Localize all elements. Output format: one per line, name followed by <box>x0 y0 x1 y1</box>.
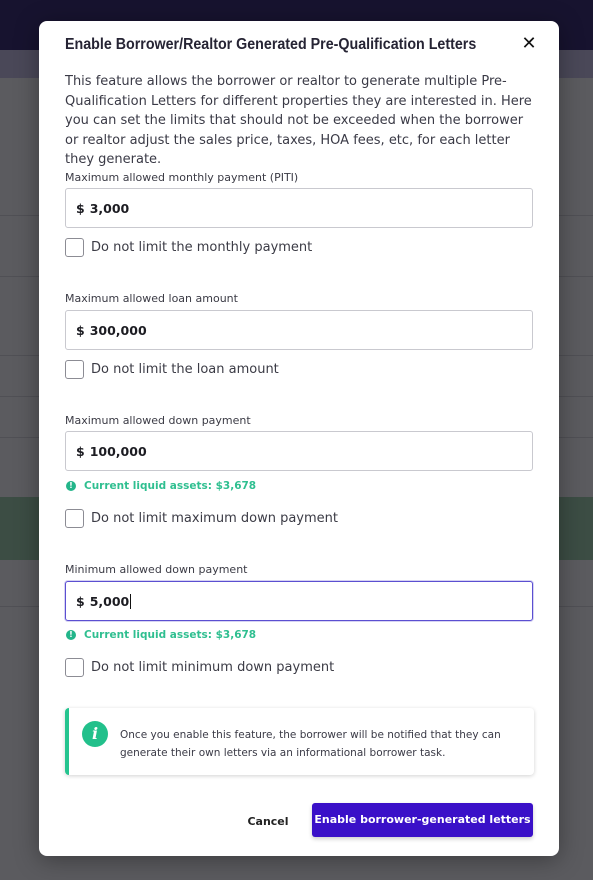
monthly-payment-input[interactable] <box>65 188 533 228</box>
info-icon: i <box>82 721 108 747</box>
info-icon: ! <box>66 481 76 491</box>
liquid-assets-text: Current liquid assets: $3,678 <box>84 480 257 492</box>
no-limit-min-down-label[interactable]: Do not limit minimum down payment <box>91 660 335 675</box>
liquid-assets-text: Current liquid assets: $3,678 <box>84 629 257 641</box>
min-down-payment-value: 5,000 <box>89 593 130 609</box>
min-down-payment-label: Minimum allowed down payment <box>65 563 248 576</box>
max-down-assets-row <box>66 480 256 492</box>
currency-symbol: $ <box>76 200 85 216</box>
modal-title: Enable Borrower/Realtor Generated Pre-Qualification Letters <box>65 36 477 53</box>
loan-amount-label: Maximum allowed loan amount <box>65 292 238 305</box>
monthly-payment-value: 3,000 <box>89 200 130 216</box>
max-down-payment-label: Maximum allowed down payment <box>65 414 251 427</box>
no-limit-min-down-checkbox[interactable] <box>65 658 84 677</box>
pre-qual-letters-modal <box>39 21 559 856</box>
max-down-payment-input[interactable] <box>65 431 533 471</box>
no-limit-monthly-label[interactable]: Do not limit the monthly payment <box>91 240 313 255</box>
info-notice <box>65 708 534 775</box>
no-limit-monthly-row[interactable] <box>65 238 312 257</box>
min-down-assets-row <box>66 629 256 641</box>
enable-borrower-letters-button[interactable]: Enable borrower-generated letters <box>312 803 533 837</box>
loan-amount-value: 300,000 <box>89 322 147 338</box>
no-limit-monthly-checkbox[interactable] <box>65 238 84 257</box>
loan-amount-input[interactable] <box>65 310 533 350</box>
currency-symbol: $ <box>76 593 85 609</box>
no-limit-loan-row[interactable] <box>65 360 279 379</box>
cancel-button[interactable]: Cancel <box>247 815 289 828</box>
info-icon: ! <box>66 630 76 640</box>
modal-description: This feature allows the borrower or realtor to generate multiple Pre-Qualification Letters for different properties they are interested in. Here you can set the limits that should not be exceeded when the borrower or realtor adjust the sales price, taxes, HOA fees, etc, for each letter they generate. <box>65 74 532 167</box>
max-down-payment-value: 100,000 <box>89 443 147 459</box>
no-limit-loan-label[interactable]: Do not limit the loan amount <box>91 362 279 377</box>
min-down-payment-input[interactable] <box>65 581 533 621</box>
no-limit-max-down-label[interactable]: Do not limit maximum down payment <box>91 511 338 526</box>
monthly-payment-label: Maximum allowed monthly payment (PITI) <box>65 171 299 184</box>
close-icon[interactable]: ✕ <box>521 33 537 54</box>
no-limit-min-down-row[interactable] <box>65 658 334 677</box>
text-caret <box>130 594 131 609</box>
notice-text: Once you enable this feature, the borrower will be notified that they can generate their own letters via an informational borrower task. <box>120 729 501 759</box>
currency-symbol: $ <box>76 322 85 338</box>
no-limit-loan-checkbox[interactable] <box>65 360 84 379</box>
no-limit-max-down-row[interactable] <box>65 509 338 528</box>
no-limit-max-down-checkbox[interactable] <box>65 509 84 528</box>
currency-symbol: $ <box>76 443 85 459</box>
